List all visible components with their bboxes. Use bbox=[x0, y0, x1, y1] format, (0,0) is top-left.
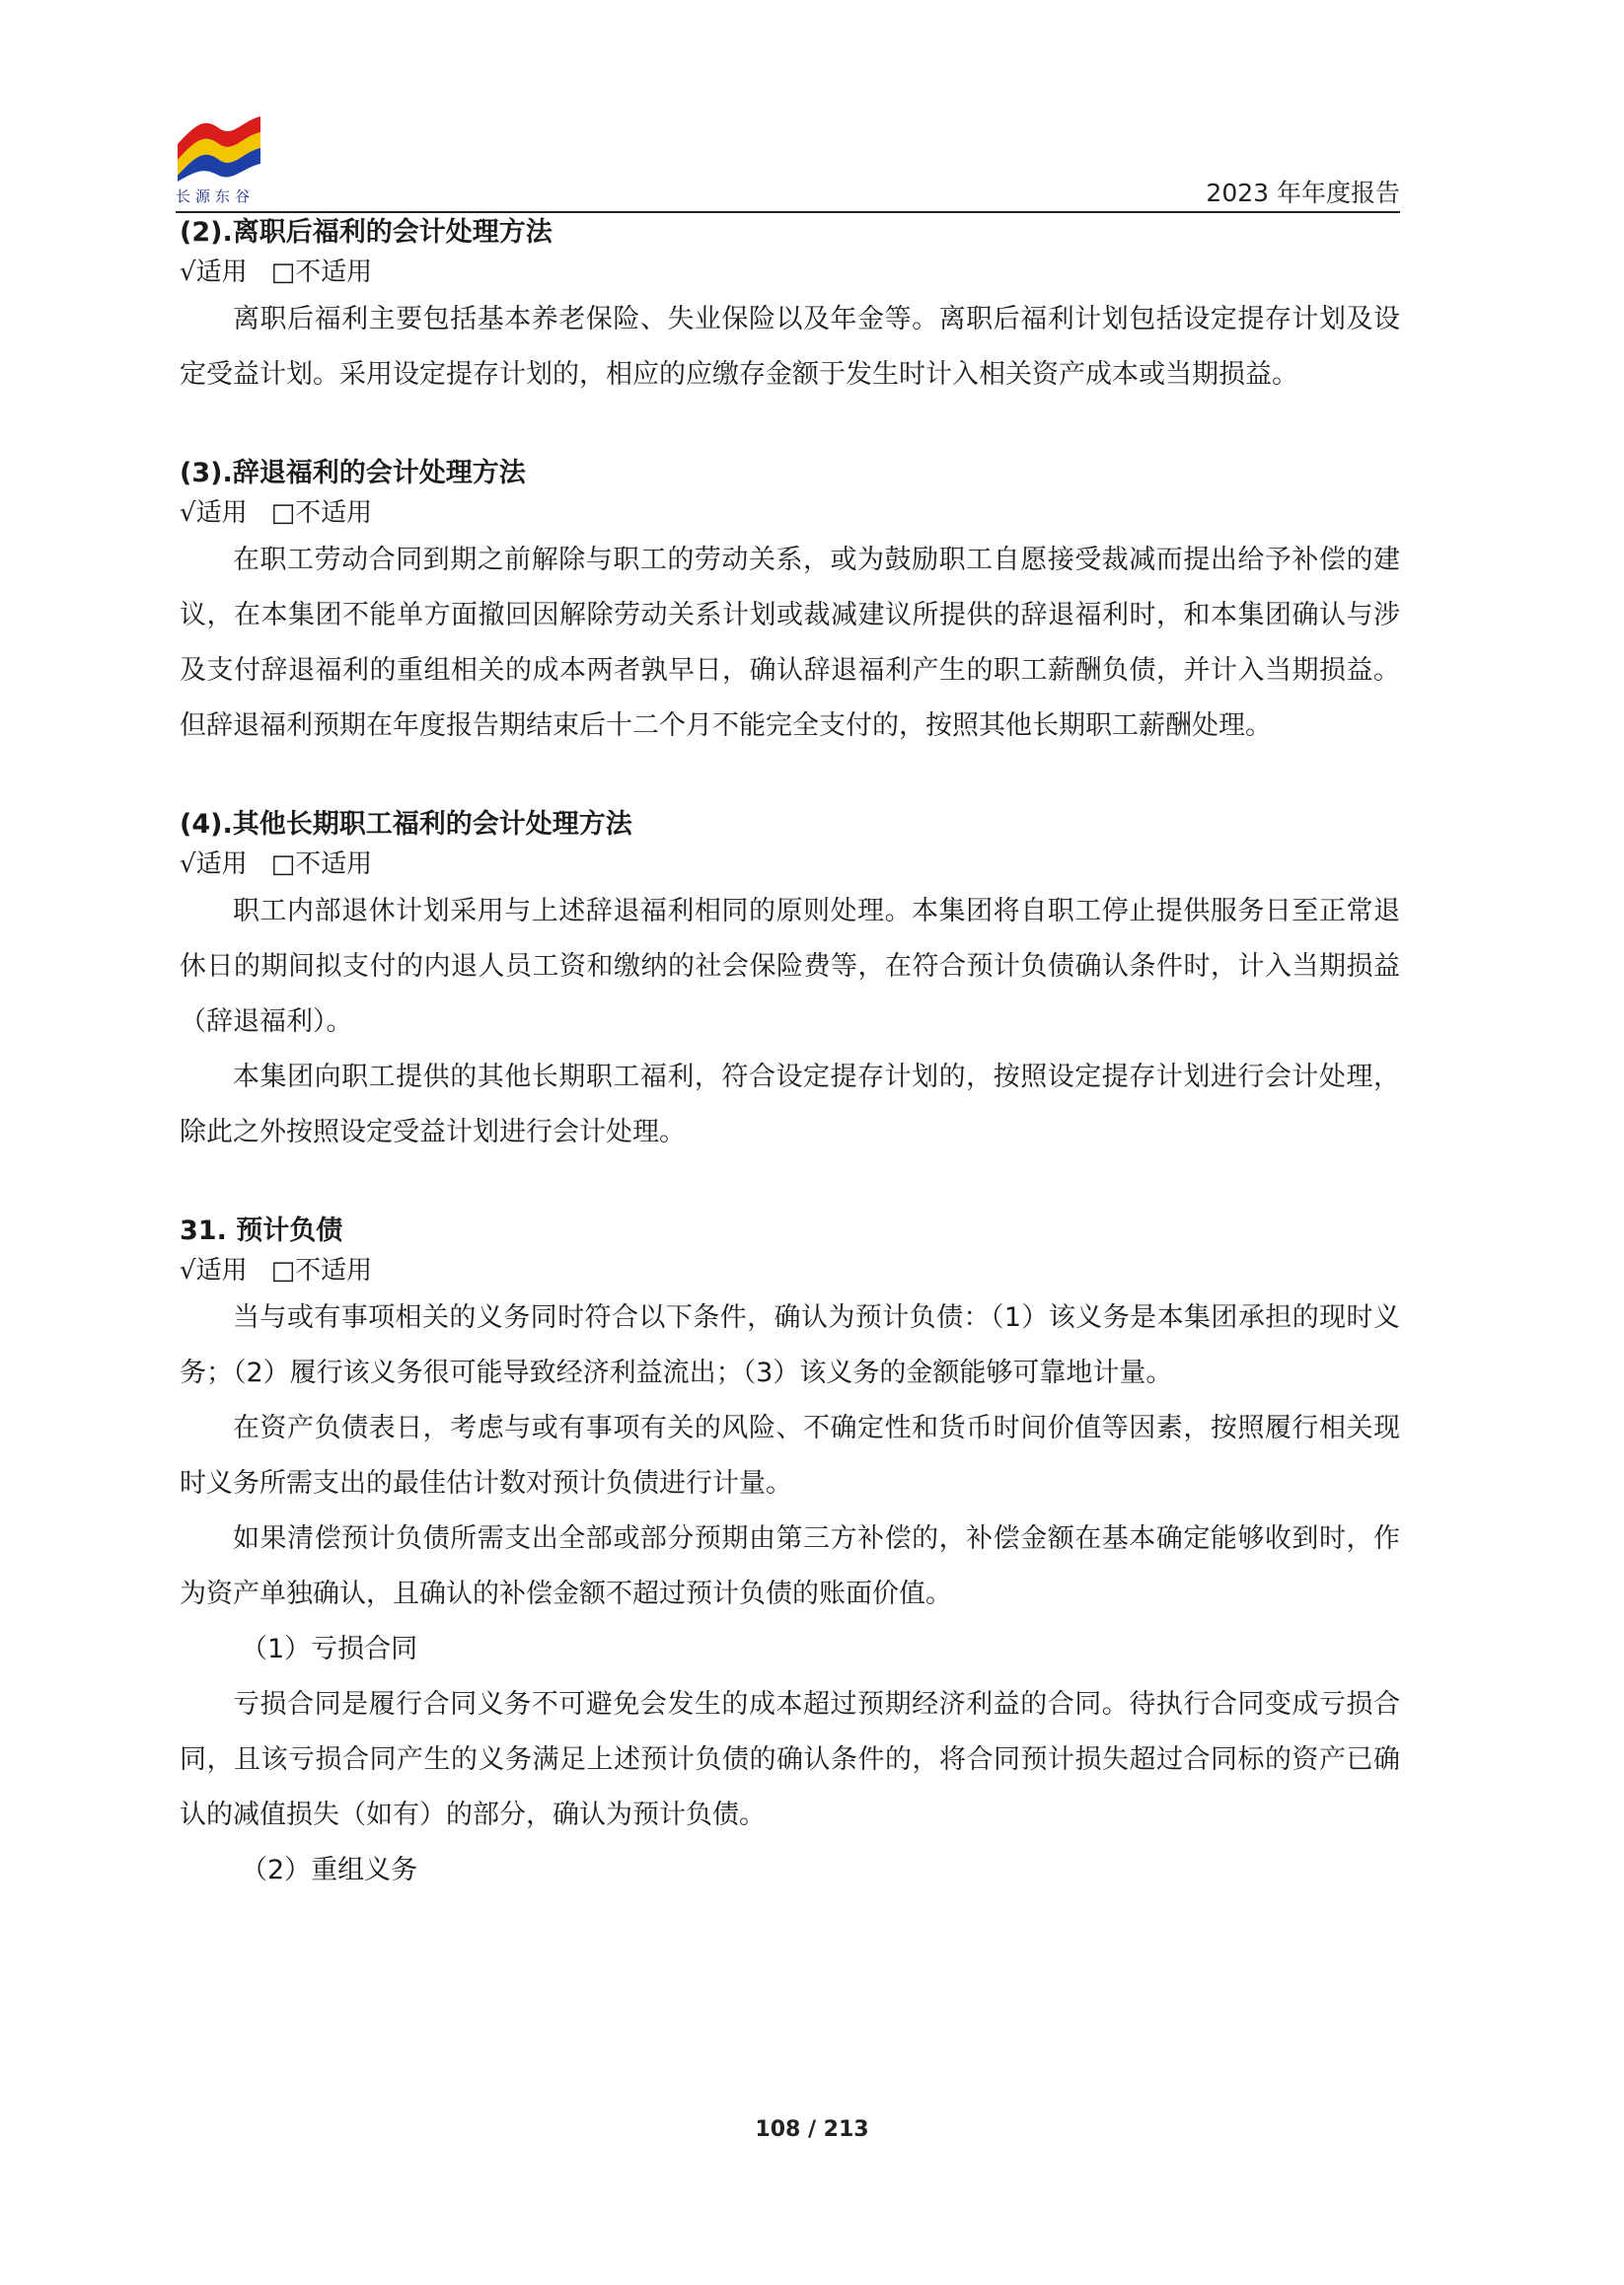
section-heading: (3).辞退福利的会计处理方法 bbox=[180, 458, 526, 488]
logo-stripes-icon bbox=[176, 116, 262, 182]
company-logo bbox=[176, 116, 266, 206]
section-other-long-term-benefits bbox=[180, 805, 1400, 1160]
section-termination-benefits bbox=[180, 454, 1400, 754]
paragraph: 在资产负债表日，考虑与或有事项有关的风险、不确定性和货币时间价值等因素，按照履行相关现时义务所需支出的最佳估计数对预计负债进行计量。 bbox=[180, 1413, 1400, 1499]
document-body bbox=[180, 213, 1400, 1898]
page-number: 108 / 213 bbox=[755, 2117, 869, 2142]
applicability-checks bbox=[180, 845, 1400, 884]
section-provisions bbox=[180, 1212, 1400, 1898]
applicability-checks bbox=[180, 253, 1400, 292]
section-heading: 31. 预计负债 bbox=[180, 1216, 343, 1246]
paragraph: 职工内部退休计划采用与上述辞退福利相同的原则处理。本集团将自职工停止提供服务日至正常退休日的期间拟支付的内退人员工资和缴纳的社会保险费等，在符合预计负债确认条件时，计入当期损益（辞退福利）。 bbox=[180, 896, 1400, 1037]
section-heading: (2).离职后福利的会计处理方法 bbox=[180, 217, 553, 248]
report-title: 2023 年年度报告 bbox=[1206, 179, 1400, 207]
applicable-checked: √适用 bbox=[180, 849, 248, 879]
subitem-onerous-contracts: （1）亏损合同 bbox=[241, 1634, 418, 1664]
section-post-employment-benefits bbox=[180, 213, 1400, 403]
not-applicable-unchecked: □不适用 bbox=[270, 1256, 373, 1286]
not-applicable-unchecked: □不适用 bbox=[270, 498, 373, 528]
paragraph: 离职后福利主要包括基本养老保险、失业保险以及年金等。离职后福利计划包括设定提存计划及设定受益计划。采用设定提存计划的，相应的应缴存金额于发生时计入相关资产成本或当期损益。 bbox=[180, 304, 1400, 390]
paragraph: 当与或有事项相关的义务同时符合以下条件，确认为预计负债：（1）该义务是本集团承担的现时义务；（2）履行该义务很可能导致经济利益流出；（3）该义务的金额能够可靠地计量。 bbox=[180, 1302, 1400, 1388]
applicability-checks bbox=[180, 493, 1400, 533]
applicable-checked: √适用 bbox=[180, 258, 248, 287]
paragraph: 在职工劳动合同到期之前解除与职工的劳动关系，或为鼓励职工自愿接受裁减而提出给予补偿的建议，在本集团不能单方面撤回因解除劳动关系计划或裁减建议所提供的辞退福利时，和本集团确认与涉及支付辞退福利的重组相关的成本两者孰早日，确认辞退福利产生的职工薪酬负债，并计入当期损益。但辞退福利预期在年度报告期结束后十二个月不能完全支付的，按照其他长期职工薪酬处理。 bbox=[180, 545, 1400, 741]
paragraph: 亏损合同是履行合同义务不可避免会发生的成本超过预期经济利益的合同。待执行合同变成亏损合同，且该亏损合同产生的义务满足上述预计负债的确认条件的，将合同预计损失超过合同标的资产已确认的减值损失（如有）的部分，确认为预计负债。 bbox=[180, 1689, 1400, 1830]
paragraph: 如果清偿预计负债所需支出全部或部分预期由第三方补偿的，补偿金额在基本确定能够收到时，作为资产单独确认，且确认的补偿金额不超过预计负债的账面价值。 bbox=[180, 1523, 1400, 1609]
subitem-restructuring: （2）重组义务 bbox=[241, 1855, 418, 1885]
applicable-checked: √适用 bbox=[180, 498, 248, 528]
not-applicable-unchecked: □不适用 bbox=[270, 849, 373, 879]
paragraph: 本集团向职工提供的其他长期职工福利，符合设定提存计划的，按照设定提存计划进行会计处理，除此之外按照设定受益计划进行会计处理。 bbox=[180, 1062, 1400, 1147]
section-heading: (4).其他长期职工福利的会计处理方法 bbox=[180, 809, 632, 840]
not-applicable-unchecked: □不适用 bbox=[270, 258, 373, 287]
applicable-checked: √适用 bbox=[180, 1256, 248, 1286]
applicability-checks bbox=[180, 1251, 1400, 1290]
logo-text: 长源东谷 bbox=[176, 187, 256, 205]
